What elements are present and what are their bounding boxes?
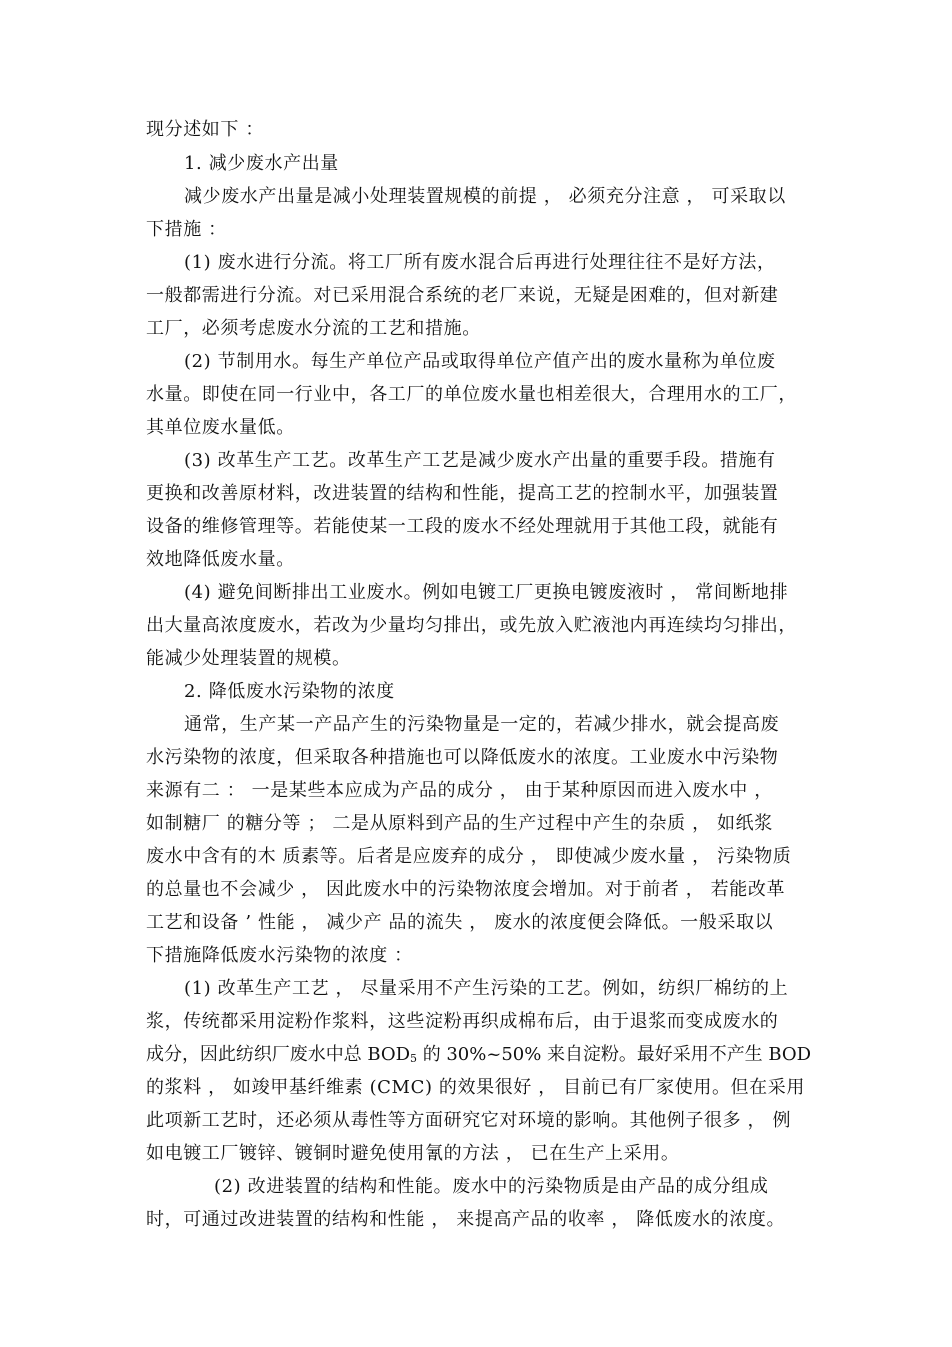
text-line: 此项新工艺时，还必须从毒性等方面研究它对环境的影响。其他例子很多 ， 例	[146, 1110, 792, 1131]
text-line: 出大量高浓度废水，若改为少量均匀排出，或先放入贮液池内再连续均匀排出，	[146, 615, 797, 636]
text-line: 下措施 ：	[146, 219, 227, 240]
text-line: (2) 节制用水。每生产单位产品或取得单位产值产出的废水量称为单位废	[184, 351, 776, 372]
section-heading: 2. 降低废水污染物的浓度	[184, 681, 395, 702]
text-line: 一般都需进行分流。对已采用混合系统的老厂来说，无疑是困难的，但对新建	[146, 285, 779, 306]
text-line: 现分述如下 ：	[146, 119, 264, 140]
text-line: 的总量也不会减少 ， 因此废水中的污染物浓度会增加。对于前者 ， 若能改革	[146, 879, 786, 900]
text-line: 的浆料 ， 如竣甲基纤维素 (CMC) 的效果很好 ， 目前已有厂家使用。但在采用	[146, 1077, 805, 1098]
text-line: (1) 废水进行分流。将工厂所有废水混合后再进行处理往往不是好方法，	[184, 252, 776, 273]
section-heading: 1. 减少废水产出量	[184, 153, 339, 174]
text-line: (3) 改革生产工艺。改革生产工艺是减少废水产出量的重要手段。措施有	[184, 450, 776, 471]
text-line: 工厂，必须考虑废水分流的工艺和措施。	[146, 318, 481, 339]
text-line: 效地降低废水量。	[146, 549, 295, 570]
subscript: 5	[410, 1052, 418, 1065]
text-line: 水污染物的浓度，但采取各种措施也可以降低废水的浓度。工业废水中污染物	[146, 747, 779, 768]
text-line: 其单位废水量低。	[146, 417, 295, 438]
text-line: (4) 避免间断排出工业废水。例如电镀工厂更换电镀废液时 ， 常间断地排	[184, 582, 789, 603]
text-line: 水量。即使在同一行业中，各工厂的单位废水量也相差很大，合理用水的工厂，	[146, 384, 797, 405]
text-line	[146, 1043, 811, 1071]
text-line: 减少废水产出量是减小处理装置规模的前提 ， 必须充分注意 ， 可采取以	[184, 186, 786, 207]
text-line: 时，可通过改进装置的结构和性能 ， 来提高产品的收率 ， 降低废水的浓度。	[146, 1209, 786, 1230]
text-line: (2) 改进装置的结构和性能。废水中的污染物质是由产品的成分组成	[214, 1176, 769, 1197]
text-segment: 成分，因此纺织厂废水中总 BOD	[146, 1044, 411, 1065]
text-line: 能减少处理装置的规模。	[146, 648, 351, 669]
text-line: (1) 改革生产工艺 ， 尽量采用不产生污染的工艺。例如，纺织厂棉纺的上	[184, 978, 789, 999]
text-line: 下措施降低废水污染物的浓度 ：	[146, 945, 413, 966]
text-line: 通常，生产某一产品产生的污染物量是一定的，若减少排水，就会提高废	[184, 714, 780, 735]
text-line: 来源有二 ： 一是某些本应成为产品的成分 ， 由于某种原因而进入废水中 ，	[146, 780, 773, 801]
text-line: 如电镀工厂镀锌、镀铜时避免使用氰的方法 ， 已在生产上采用。	[146, 1143, 680, 1164]
text-segment: 的 30%~50% 来自淀粉。最好采用不产生 BOD	[417, 1044, 811, 1065]
text-line: 工艺和设备 ’ 性能 ， 减少产 品的流失 ， 废水的浓度便会降低。一般采取以	[146, 912, 774, 933]
text-line: 废水中含有的木 质素等。后者是应废弃的成分 ， 即使减少废水量 ， 污染物质	[146, 846, 792, 867]
text-line: 更换和改善原材料，改进装置的结构和性能，提高工艺的控制水平，加强装置	[146, 483, 779, 504]
text-line: 浆，传统都采用淀粉作浆料，这些淀粉再织成棉布后，由于退浆而变成废水的	[146, 1011, 779, 1032]
text-line: 设备的维修管理等。若能使某一工段的废水不经处理就用于其他工段，就能有	[146, 516, 779, 537]
text-line: 如制糖厂 的糖分等 ； 二是从原料到产品的生产过程中产生的杂质 ， 如纸浆	[146, 813, 773, 834]
